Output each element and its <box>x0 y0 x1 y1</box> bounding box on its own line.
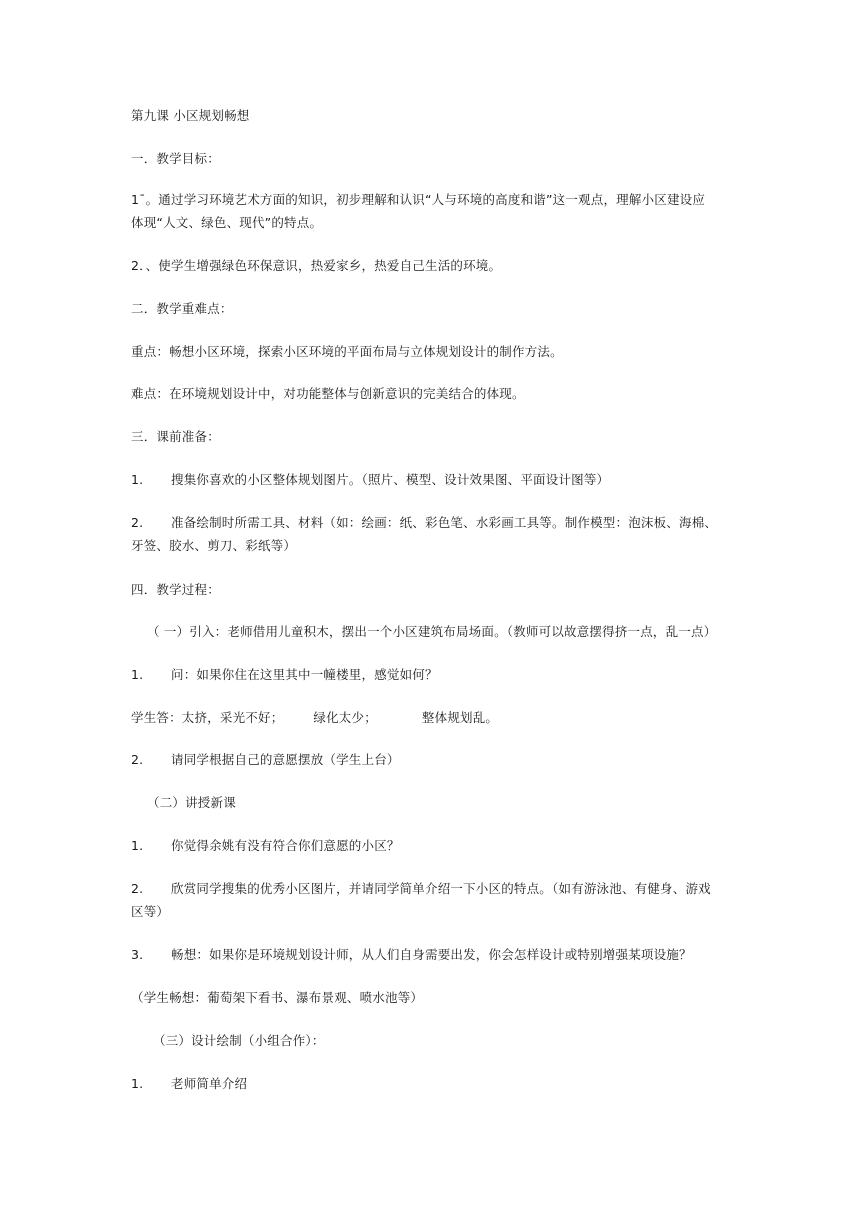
list-number: 1. <box>131 667 144 682</box>
design-item-1 <box>131 1074 247 1094</box>
goal-1-line-2: 体现“人文、绿色、现代”的特点。 <box>131 215 323 230</box>
lesson-title: 第九课 小区规划畅想 <box>131 108 250 123</box>
list-text: 搜集你喜欢的小区整体规划图片。（照片、模型、设计效果图、平面设计图等） <box>171 472 610 487</box>
prep-item-1 <box>131 470 609 490</box>
question-1 <box>131 665 438 685</box>
intro-paragraph: （ 一）引入：老师借用儿童积木，摆出一个小区建筑布局场面。（教师可以故意摆得挤一点，乱一点） <box>147 624 717 639</box>
answer-part-1: 学生答：太挤，采光不好； <box>131 710 284 725</box>
list-number: 1. <box>131 838 144 853</box>
list-number: 1. <box>131 472 144 487</box>
heading-preparation: 三．课前准备： <box>131 429 220 444</box>
section-design-drawing: （三）设计绘制（小组合作）： <box>153 1033 325 1048</box>
list-number: 2. <box>131 515 144 530</box>
goal-2: 2．、使学生增强绿色环保意识，热爱家乡，热爱自己生活的环境。 <box>131 258 502 273</box>
prep-item-2 <box>131 513 717 533</box>
list-number: 2. <box>131 881 144 896</box>
difficult-point: 难点：在环境规划设计中，对功能整体与创新意识的完美结合的体现。 <box>131 386 525 401</box>
student-answer <box>131 708 498 728</box>
new-lesson-item-2 <box>131 879 711 899</box>
list-text: 畅想：如果你是环境规划设计师，从人们自身需要出发，你会怎样设计或特别增强某项设施？ <box>171 947 692 962</box>
goal-1-line-1: 1ˉ。通过学习环境艺术方面的知识，初步理解和认识“人与环境的高度和谐”这一观点，理解小区建设应 <box>131 192 706 207</box>
list-text: 老师简单介绍 <box>171 1076 248 1091</box>
new-lesson-item-1 <box>131 836 400 856</box>
list-text: 问：如果你住在这里其中一幢楼里，感觉如何？ <box>171 667 438 682</box>
list-text: 你觉得余姚有没有符合你们意愿的小区？ <box>171 838 400 853</box>
list-text: 请同学根据自己的意愿摆放（学生上台） <box>171 752 400 767</box>
new-lesson-item-2-continued: 区等） <box>131 904 170 919</box>
question-2 <box>131 750 400 770</box>
list-number: 2. <box>131 752 144 767</box>
section-new-lesson: （二）讲授新课 <box>147 795 236 810</box>
heading-teaching-goals: 一．教学目标： <box>131 151 220 166</box>
new-lesson-item-3 <box>131 945 692 965</box>
prep-item-2-continued: 牙签、胶水、剪刀、彩纸等） <box>131 538 297 553</box>
answer-part-2: 绿化太少； <box>313 710 377 725</box>
list-text: 欣赏同学搜集的优秀小区图片，并请同学简单介绍一下小区的特点。（如有游泳池、有健身、游戏 <box>171 881 711 896</box>
list-text: 准备绘制时所需工具、材料（如：绘画：纸、彩色笔、水彩画工具等。制作模型：泡沫板、海棉、 <box>171 515 718 530</box>
heading-key-points: 二．教学重难点： <box>131 301 233 316</box>
heading-teaching-process: 四．教学过程： <box>131 582 220 597</box>
answer-part-3: 整体规划乱。 <box>421 710 499 725</box>
list-number: 1. <box>131 1076 144 1091</box>
student-imagination: （学生畅想：葡萄架下看书、瀑布景观、喷水池等） <box>131 990 424 1005</box>
key-point: 重点：畅想小区环境，探索小区环境的平面布局与立体规划设计的制作方法。 <box>131 344 563 359</box>
list-number: 3. <box>131 947 144 962</box>
